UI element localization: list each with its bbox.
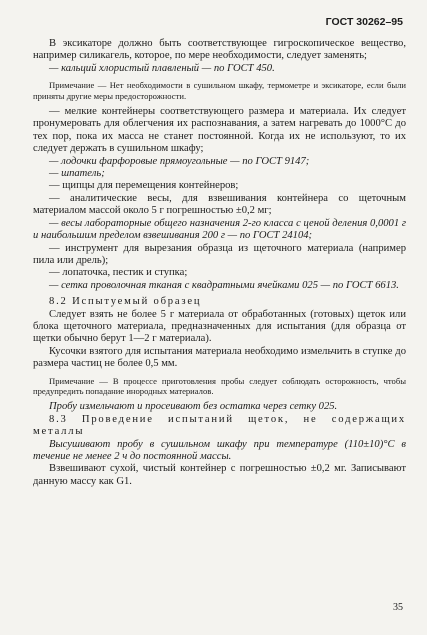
paragraph: Высушивают пробу в сушильном шкафу при температуре (110±10)°С в течение не менее 2 ч до постоянной массы. xyxy=(33,438,406,462)
paragraph: Кусочки взятого для испытания материала необходимо измельчить в ступке до размера частиц не более 0,5 мм. xyxy=(33,345,406,370)
paragraph: Следует взять не более 5 г материала от обработанных (готовых) щеток или блока щеточного материала, предназначенных для испытания (для образца от щетки обычно берут 1—2 г материала). xyxy=(33,308,406,345)
list-item: — лодочки фарфоровые прямоугольные — по ГОСТ 9147; xyxy=(49,155,310,167)
section-heading: 8.3 Проведение испытаний щеток, не содержащих металлы xyxy=(33,413,406,438)
paragraph: Взвешивают сухой, чистый контейнер с погрешностью ±0,2 мг. Записывают данную массу как G1. xyxy=(33,463,406,487)
list-item: — щипцы для перемещения контейнеров; xyxy=(49,180,239,192)
note: Примечание — В процессе приготовления пробы следует соблюдать осторожность, чтобы предупредить попадание инородных материалов. xyxy=(33,375,406,396)
list-item: — мелкие контейнеры соответствующего размера и материала. Их следует пронумеровать для облегчения их распознавания, а затем нагревать до 1000°С до тех пор, пока их масса не станет постоянной. Когда их не используют, то их следует держать в сушильном шкафу; xyxy=(33,106,406,155)
list-item: — шпатель; xyxy=(49,168,105,180)
paragraph: Пробу измельчают и просеивают без остатка через сетку 025. xyxy=(49,401,338,413)
list-item: — аналитические весы, для взвешивания контейнера со щеточным материалом массой около 5 г погрешностью ±0,2 мг; xyxy=(33,192,406,217)
list-item: — сетка проволочная тканая с квадратными ячейками 025 — по ГОСТ 6613. xyxy=(49,279,399,291)
list-item: — лопаточка, пестик и ступка; xyxy=(49,267,188,279)
section-heading: 8.2 Испытуемый образец xyxy=(49,296,202,308)
paragraph: В эксикаторе должно быть соответствующее гигроскопическое вещество, например силикагель, которое, по мере необходимости, следует заменять; xyxy=(33,38,406,62)
page-body xyxy=(33,38,406,488)
standard-code: ГОСТ 30262–95 xyxy=(325,16,403,28)
list-item: — весы лабораторные общего назначения 2-го класса с ценой деления 0,0001 г и наибольшим пределом взвешивания 200 г — по ГОСТ 24104; xyxy=(33,217,406,242)
note: Примечание — Нет необходимости в сушильном шкафу, термометре и эксикаторе, если были приняты другие меры предосторожности. xyxy=(33,80,406,101)
list-item: — инструмент для вырезания образца из щеточного материала (например пила или дрель); xyxy=(33,242,406,266)
page-number: 35 xyxy=(393,602,403,613)
list-item: — кальций хлористый плавленый — по ГОСТ 450. xyxy=(49,62,275,74)
